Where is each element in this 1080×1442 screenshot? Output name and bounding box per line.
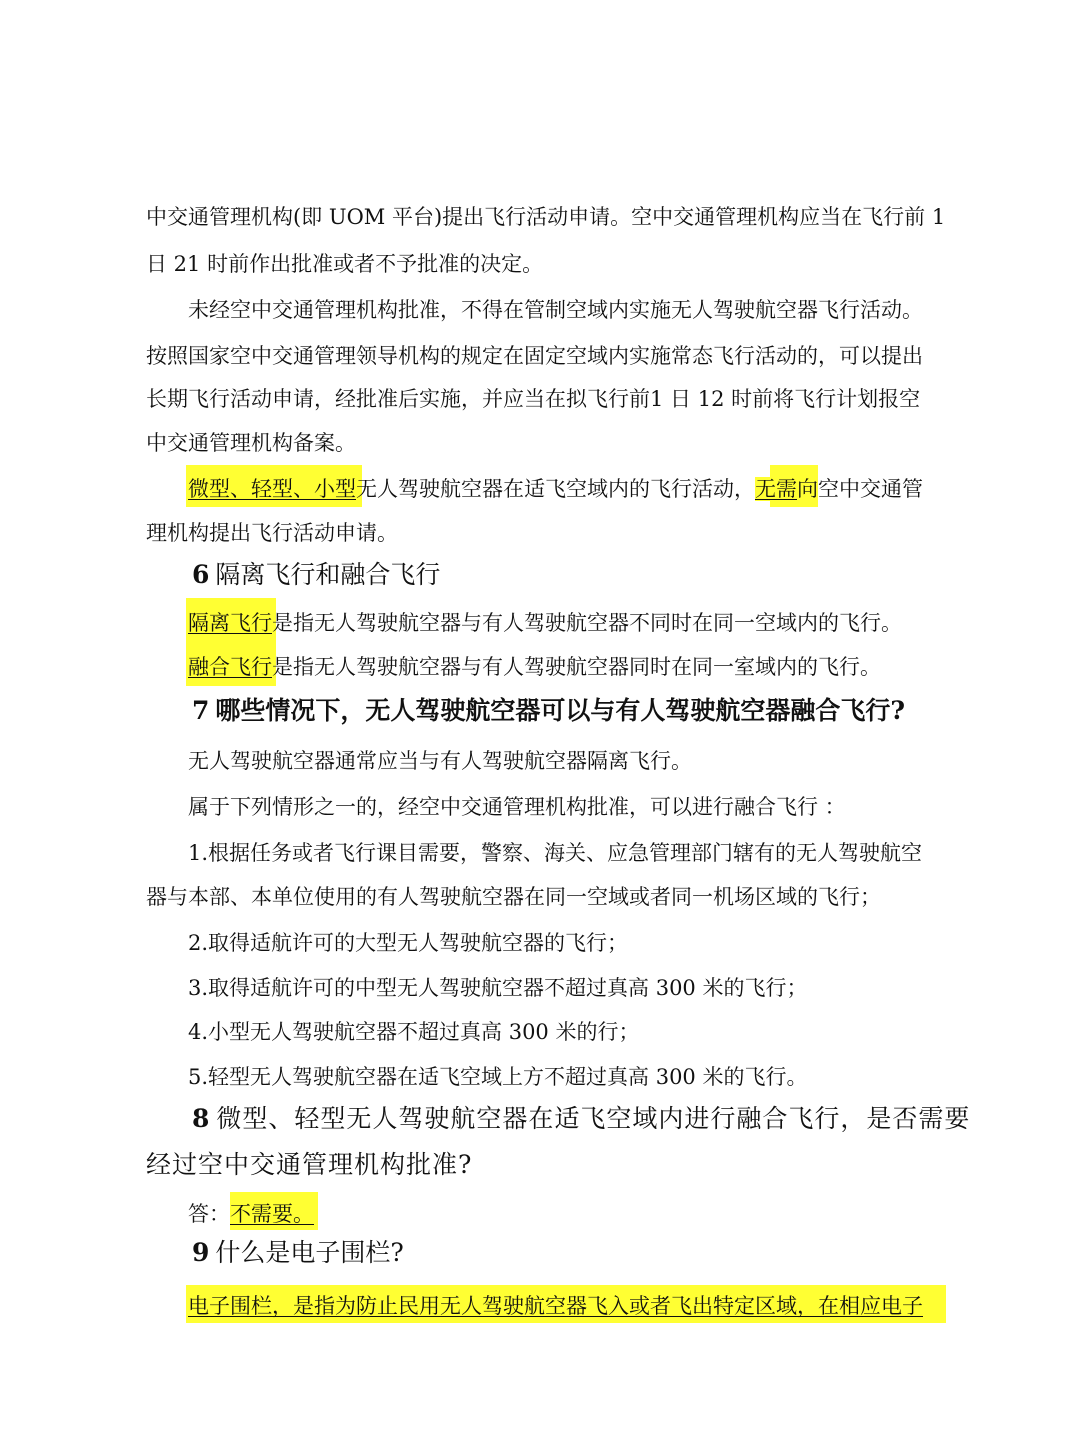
paragraph-text: 无人驾驶航空器在适飞空域内的飞行活动， — [356, 477, 755, 501]
paragraph-line: 属于下列情形之一的，经空中交通管理机构批准，可以进行融合飞行 ： — [188, 795, 846, 819]
paragraph-line — [188, 474, 923, 504]
paragraph-line: 长期飞行活动申请，经批准后实施，并应当在拟飞行前1 日 12 时前将飞行计划报空 — [146, 387, 921, 411]
highlighted-text: 电子围栏，是指为防止民用无人驾驶航空器飞入或者飞出特定区域，在相应电子 — [188, 1294, 923, 1318]
paragraph-line: 未经空中交通管理机构批准，不得在管制空域内实施无人驾驶航空器飞行活动。 — [188, 298, 923, 322]
definition-text: 是指无人驾驶航空器与有人驾驶航空器不同时在同一空域内的飞行。 — [272, 611, 902, 635]
answer-label: 答： — [188, 1202, 230, 1226]
section-number: 8 — [192, 1104, 211, 1133]
section-heading-continued: 经过空中交通管理机构批准? — [146, 1150, 473, 1179]
paragraph-line — [188, 608, 902, 638]
highlighted-term: 融合飞行 — [188, 655, 272, 679]
section-number: 7 — [192, 696, 210, 725]
paragraph-line — [188, 652, 881, 682]
answer-highlight: 不需要。 — [230, 1202, 314, 1226]
list-item: 3.取得适航许可的中型无人驾驶航空器不超过真高 300 米的飞行； — [188, 976, 808, 1000]
section-number: 9 — [192, 1238, 210, 1267]
list-item: 5.轻型无人驾驶航空器在适飞空域上方不超过真高 300 米的飞行。 — [188, 1065, 808, 1089]
paragraph-line: 中交通管理机构(即 UOM 平台)提出飞行活动申请。空中交通管理机构应当在飞行前 1 — [146, 205, 946, 229]
paragraph-line: 按照国家空中交通管理领导机构的规定在固定空域内实施常态飞行活动的，可以提出 — [146, 344, 923, 368]
section-heading — [192, 694, 905, 728]
section-number: 6 — [192, 560, 210, 589]
paragraph-text: 向空中交通管 — [797, 477, 923, 501]
highlighted-text: 微型、轻型、小型 — [188, 477, 356, 501]
answer-line — [188, 1199, 314, 1229]
paragraph-line: 理机构提出飞行活动申请。 — [146, 521, 398, 545]
paragraph-line: 日 21 时前作出批准或者不予批准的决定。 — [146, 252, 544, 276]
highlighted-text: 无需 — [755, 477, 797, 501]
list-item: 4.小型无人驾驶航空器不超过真高 300 米的行； — [188, 1020, 640, 1044]
section-heading — [192, 558, 440, 592]
paragraph-line: 无人驾驶航空器通常应当与有人驾驶航空器隔离飞行。 — [188, 749, 692, 773]
paragraph-line — [188, 1291, 923, 1321]
section-title: 微型、轻型无人驾驶航空器在适飞空域内进行融合飞行，是否需要 — [216, 1104, 971, 1133]
section-title: 哪些情况下，无人驾驶航空器可以与有人驾驶航空器融合飞行? — [215, 696, 906, 725]
section-title: 隔离飞行和融合飞行 — [215, 560, 441, 589]
list-item: 2.取得适航许可的大型无人驾驶航空器的飞行； — [188, 931, 629, 955]
list-item: 1.根据任务或者飞行课目需要，警察、海关、应急管理部门辖有的无人驾驶航空 — [188, 841, 923, 865]
list-item: 器与本部、本单位使用的有人驾驶航空器在同一空域或者同一机场区域的飞行； — [146, 885, 881, 909]
section-heading — [192, 1236, 404, 1270]
section-heading — [192, 1102, 970, 1136]
paragraph-line: 中交通管理机构备案。 — [146, 431, 356, 455]
definition-text: 是指无人驾驶航空器与有人驾驶航空器同时在同一室域内的飞行。 — [272, 655, 881, 679]
section-title: 什么是电子围栏? — [215, 1238, 404, 1267]
highlighted-term: 隔离飞行 — [188, 611, 272, 635]
